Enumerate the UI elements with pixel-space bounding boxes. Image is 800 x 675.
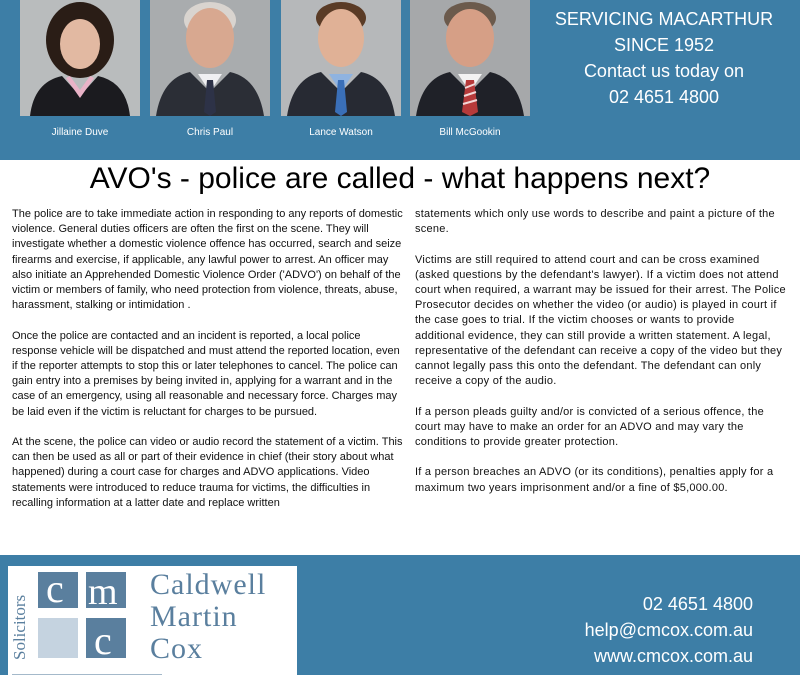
logo-name-line-3: Cox [150,632,204,665]
article-title: AVO's - police are called - what happens next? [89,162,711,195]
team-member-name: Lance Watson [309,127,373,138]
logo-name-line-1: Caldwell [150,568,267,601]
firm-logo [8,566,297,675]
team-member-4 [410,0,530,138]
footer-email-link[interactable]: help@cmcox.com.au [584,620,753,640]
article-column-right [415,207,787,511]
logo-letter: m [88,571,118,613]
footer-contact-block [585,591,753,669]
man-portrait-icon [150,0,270,116]
header-contact-block [530,6,798,110]
team-member-name: Chris Paul [186,127,234,138]
logo-vertical-text: Solicitors [10,594,29,660]
team-member-name: Bill McGookin [439,127,501,138]
footer-website-link[interactable]: www.cmcox.com.au [593,646,753,666]
man-portrait-icon [410,0,530,116]
article-column-left [12,207,404,526]
header-banner [0,0,800,160]
team-member-1 [20,0,140,138]
contact-prompt: Contact us today on [583,61,745,81]
logo-letter: c [46,566,64,611]
logo-letter: c [94,618,112,663]
article-paragraph: Once the police are contacted and an incident is reported, a local police response vehicle will be dispatched and must attend the reported location, even if the reporter attempts to stop this or later telephones to cancel. The police can gain entry into a premises by being invited in, applying for a warrant and in the case of an emergency, using all reasonable and necessary force. Charges may be laid even if the victim is reluctant for charges to be pursued. [12,329,400,418]
team-member-name: Jillaine Duve [51,127,109,138]
logo-name-line-2: Martin [150,600,238,633]
header-phone-link[interactable]: 02 4651 4800 [608,87,720,107]
article-paragraph: statements which only use words to describe and paint a picture of the scene. [415,208,775,236]
tagline-line-2: SINCE 1952 [613,35,715,55]
woman-portrait-icon [20,0,140,116]
article-paragraph: The police are to take immediate action in responding to any reports of domestic violence. General duties officers are often the first on the scene. They will investigate whether a domestic violence offence has occurred, search and seize firearms and exercise, if applicable, any lawful power to arrest. An officer may also initiate an Apprehended Domestic Violence Order ('ADVO') on behalf of the victim or members of family, who need protection from violence, threats, abuse, harassment, stalking or intimidation . [12,208,403,312]
team-member-3 [281,0,401,138]
article-paragraph: If a person pleads guilty and/or is convicted of a serious offence, the court may have to make an order for an ADVO and may vary the conditions to provide greater protection. [415,405,764,449]
article-paragraph: Victims are still required to attend court and can be cross examined (asked questions by the defendant's lawyer). If a victim does not attend court when required, a warrant may be issued for their arrest. The Police Prosecutor decides on whether the video (or audio) is played in court if the case goes to trial. If the victim chooses or wants to provide additional evidence, they can still provide a written statement. A legal, representative of the defendant can receive a copy of the video but they cannot legally pass this onto the defendant. The defendant can only receive a copy of the audio. [415,253,786,388]
article-paragraph: If a person breaches an ADVO (or its conditions), penalties apply for a maximum two years imprisonment and/or a fine of $5,000.00. [415,466,774,494]
footer-banner [0,555,800,675]
team-member-2 [150,0,270,138]
tagline-line-1: SERVICING MACARTHUR [554,9,774,29]
footer-phone-link[interactable]: 02 4651 4800 [642,594,753,614]
man-portrait-icon [281,0,401,116]
article-paragraph: At the scene, the police can video or audio record the statement of a victim. This can then be used as all or part of their evidence in chief (their story about what happened) during a court case for charges and ADVO applications. Video statements were introduced to reduce trauma for victims, the difficulties in recalling information at a latter date and replace written [12,436,403,509]
